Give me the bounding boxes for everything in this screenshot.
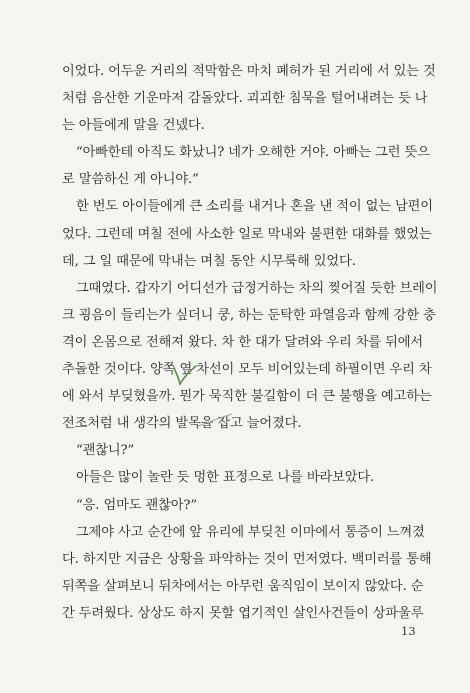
text-line: 는 아들에게 말을 건넸다.: [62, 118, 205, 134]
text-line: 추돌한 것이다. 양쪽 옆 차선이 모두 비어있는데 하필이면 우리 차: [62, 362, 432, 378]
text-line: 뒤쪽을 살펴보니 뒤차에서는 아무런 움직임이 보이지 않았다. 순: [62, 578, 424, 594]
text-line: “응. 엄마도 괜찮아?”: [76, 497, 198, 513]
body-text: [62, 58, 438, 627]
text-line: 아들은 많이 놀란 듯 멍한 표정으로 나를 바라보았다.: [76, 470, 375, 486]
text-line: “괜찮니?”: [76, 443, 135, 459]
text-line: 그제야 사고 순간에 앞 유리에 부딪친 이마에서 통증이 느껴졌: [76, 524, 425, 540]
text-line: 다. 하지만 지금은 상황을 파악하는 것이 먼저였다. 백미러를 통해: [62, 551, 432, 567]
text-line: 로 말씀하신 게 아니야.”: [62, 172, 199, 188]
text-line: 크 굉음이 들리는가 싶더니 쿵, 하는 둔탁한 파열음과 함께 강한 충: [62, 307, 436, 323]
text-line: 격이 온몸으로 전해져 왔다. 차 한 대가 달려와 우리 차를 뒤에서: [62, 334, 423, 350]
text-line: 이었다. 어두운 거리의 적막함은 마치 폐허가 된 거리에 서 있는 것: [62, 64, 436, 79]
text-line: 전조처럼 내 생각의 발목을 잡고 늘어졌다.: [62, 416, 302, 432]
text-line: 간 두려웠다. 상상도 하지 못할 엽기적인 살인사건들이 상파울루: [62, 605, 424, 621]
text-line: 처럼 음산한 기운마저 감돌았다. 괴괴한 침묵을 털어내려는 듯 나: [62, 91, 428, 107]
page-number: 13: [401, 624, 416, 638]
text-line: 었다. 그런데 며칠 전에 사소한 일로 막내와 불편한 대화를 했었는: [62, 226, 432, 242]
text-line: 에 와서 부딪혔을까. 뭔가 묵직한 불길함이 더 큰 불행을 예고하는: [62, 389, 432, 405]
text-line: 데, 그 일 때문에 막내는 며칠 동안 시무룩해 있었다.: [62, 253, 356, 269]
text-line: “아빠한테 아직도 화났니? 네가 오해한 거야. 아빠는 그런 뜻으: [76, 145, 430, 161]
text-line: 한 번도 아이들에게 큰 소리를 내거나 혼을 낸 적이 없는 남편이: [76, 199, 433, 215]
text-line: 그때였다. 갑자기 어디선가 급정거하는 차의 찢어질 듯한 브레이: [76, 280, 438, 296]
